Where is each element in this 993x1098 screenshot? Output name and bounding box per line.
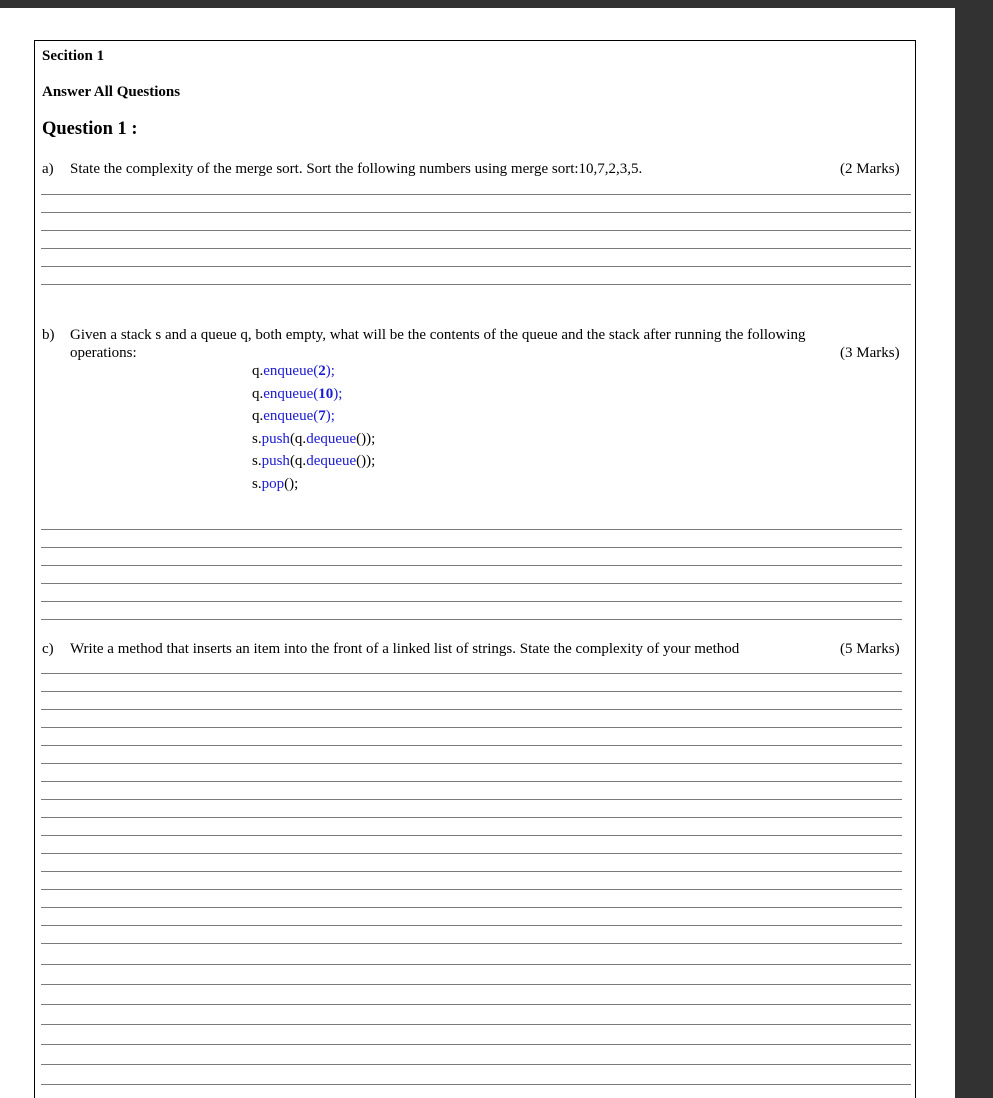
answer-line: [41, 763, 902, 764]
answer-line: [41, 727, 902, 728]
answer-line: [41, 799, 902, 800]
answer-line: [41, 907, 902, 908]
answer-line: [41, 529, 902, 530]
answer-line: [41, 565, 902, 566]
code-line: s.push(q.dequeue());: [252, 430, 376, 447]
part-c-marks: (5 Marks): [840, 641, 900, 657]
answer-line: [41, 1004, 911, 1005]
answer-line: [41, 964, 911, 965]
answer-line: [41, 1024, 911, 1025]
question-title: Question 1 :: [42, 119, 138, 139]
answer-line: [41, 984, 911, 985]
code-line: q.enqueue(2);: [252, 363, 335, 379]
part-a-letter: a): [42, 161, 54, 177]
question-frame: [34, 40, 916, 1098]
code-line: q.enqueue(7);: [252, 408, 335, 424]
answer-line: [41, 1064, 911, 1065]
part-c-letter: c): [42, 641, 54, 657]
answer-line: [41, 1044, 911, 1045]
answer-line: [41, 889, 902, 890]
answer-line: [41, 781, 902, 782]
code-line: q.enqueue(10);: [252, 385, 343, 402]
answer-line: [41, 745, 902, 746]
code-block: [252, 360, 375, 495]
code-line: s.push(q.dequeue());: [252, 453, 376, 469]
answer-line: [41, 835, 902, 836]
part-a-marks: (2 Marks): [840, 161, 900, 177]
answer-line: [41, 1084, 911, 1085]
part-b-text-line1: Given a stack s and a queue q, both empty, what will be the contents of the queue and the stack after running the following: [70, 327, 806, 343]
answer-line: [41, 691, 902, 692]
answer-line: [41, 194, 911, 195]
answer-line: [41, 248, 911, 249]
part-b-letter: b): [42, 327, 55, 343]
answer-line: [41, 943, 902, 944]
section-title: Secition 1: [42, 48, 105, 64]
part-b-text-line2: operations:: [70, 345, 137, 361]
part-b-marks: (3 Marks): [840, 345, 900, 361]
answer-line: [41, 817, 902, 818]
code-line: s.pop();: [252, 475, 299, 492]
answer-line: [41, 230, 911, 231]
section-instruction: Answer All Questions: [42, 84, 181, 100]
answer-line: [41, 925, 902, 926]
answer-line: [41, 583, 902, 584]
answer-line: [41, 709, 902, 710]
part-c-text: Write a method that inserts an item into the front of a linked list of strings. State the complexity of your method: [70, 641, 740, 657]
answer-line: [41, 673, 902, 674]
document-page: [0, 8, 955, 1098]
answer-line: [41, 284, 911, 285]
answer-line: [41, 871, 902, 872]
answer-line: [41, 266, 911, 267]
answer-line: [41, 547, 902, 548]
answer-line: [41, 619, 902, 620]
answer-line: [41, 853, 902, 854]
part-a-text: State the complexity of the merge sort. Sort the following numbers using merge sort:10,7,2,3,5.: [70, 161, 643, 177]
answer-line: [41, 601, 902, 602]
answer-line: [41, 212, 911, 213]
